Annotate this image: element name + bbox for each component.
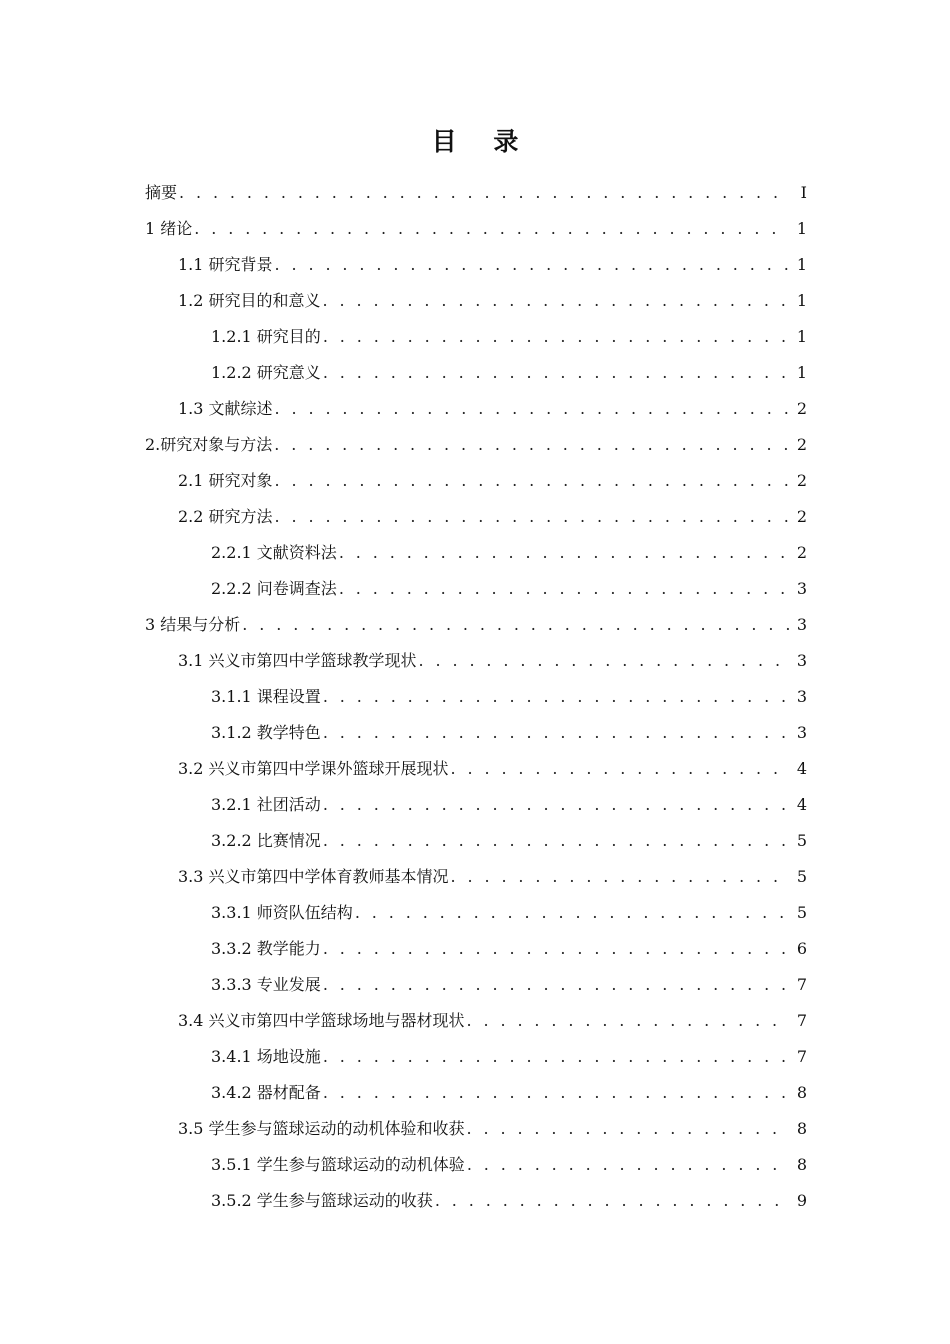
toc-entry-page-number: 5 <box>796 831 807 850</box>
toc-entry-page-number: 6 <box>796 939 807 958</box>
toc-entry-page-number: 1 <box>796 327 807 346</box>
toc-entry-label: 3.5 学生参与篮球运动的动机体验和收获 <box>178 1119 465 1138</box>
toc-entry[interactable] <box>145 175 807 211</box>
toc-entry[interactable] <box>211 967 807 1003</box>
dot-leader <box>339 543 789 563</box>
toc-entry-label: 1.3 文献综述 <box>178 399 273 418</box>
toc-entry-page-number: 2 <box>796 507 807 526</box>
toc-entry[interactable] <box>211 679 807 715</box>
dot-leader <box>339 579 789 599</box>
toc-entry[interactable] <box>211 1075 807 1111</box>
toc-entry-page-number: 3 <box>796 723 807 742</box>
dot-leader <box>242 615 789 635</box>
toc-entry-label: 3.3.1 师资队伍结构 <box>211 903 353 922</box>
dot-leader <box>467 1155 789 1175</box>
table-of-contents <box>0 175 950 1219</box>
toc-entry-label: 2.2 研究方法 <box>178 507 273 526</box>
toc-entry-page-number: 8 <box>796 1155 807 1174</box>
toc-entry-page-number: 8 <box>796 1083 807 1102</box>
toc-entry-page-number: 3 <box>796 687 807 706</box>
toc-entry-label: 3.1.2 教学特色 <box>211 723 321 742</box>
dot-leader <box>323 363 789 383</box>
dot-leader <box>467 1119 789 1139</box>
toc-entry-label: 1.2 研究目的和意义 <box>178 291 321 310</box>
dot-leader <box>275 507 789 527</box>
toc-entry-label: 摘要 <box>145 183 178 202</box>
toc-entry[interactable] <box>145 607 807 643</box>
dot-leader <box>323 723 789 743</box>
toc-entry-page-number: 1 <box>796 363 807 382</box>
toc-entry-label: 1.1 研究背景 <box>178 255 273 274</box>
toc-entry[interactable] <box>178 499 807 535</box>
toc-entry-label: 3.5.2 学生参与篮球运动的收获 <box>211 1191 433 1210</box>
toc-entry[interactable] <box>211 823 807 859</box>
dot-leader <box>179 183 789 203</box>
toc-entry[interactable] <box>211 355 807 391</box>
dot-leader <box>451 759 789 779</box>
toc-entry-page-number: 4 <box>796 759 807 778</box>
toc-entry-label: 2.2.2 问卷调查法 <box>211 579 337 598</box>
dot-leader <box>355 903 789 923</box>
toc-entry-page-number: 3 <box>796 651 807 670</box>
toc-entry-page-number: 9 <box>796 1191 807 1210</box>
toc-entry-label: 3.5.1 学生参与篮球运动的动机体验 <box>211 1155 465 1174</box>
toc-entry[interactable] <box>178 283 807 319</box>
dot-leader <box>435 1191 789 1211</box>
toc-entry-page-number: 2 <box>796 435 807 454</box>
toc-entry-label: 2.2.1 文献资料法 <box>211 543 337 562</box>
toc-entry[interactable] <box>211 895 807 931</box>
toc-entry-page-number: 3 <box>796 579 807 598</box>
toc-entry-label: 1.2.2 研究意义 <box>211 363 321 382</box>
toc-entry-page-number: 2 <box>796 543 807 562</box>
toc-entry-page-number: 3 <box>796 615 807 634</box>
dot-leader <box>323 291 789 311</box>
toc-entry[interactable] <box>211 535 807 571</box>
toc-entry-page-number: 7 <box>796 1047 807 1066</box>
toc-entry-page-number: 2 <box>796 399 807 418</box>
toc-entry-label: 3.4.2 器材配备 <box>211 1083 321 1102</box>
toc-entry[interactable] <box>211 319 807 355</box>
toc-entry-label: 1 绪论 <box>145 219 193 238</box>
toc-entry[interactable] <box>211 787 807 823</box>
toc-entry[interactable] <box>178 391 807 427</box>
toc-entry-label: 3.3.3 专业发展 <box>211 975 321 994</box>
toc-entry-page-number: 5 <box>796 903 807 922</box>
toc-entry-page-number: I <box>800 183 807 202</box>
toc-entry-label: 3.3 兴义市第四中学体育教师基本情况 <box>178 867 449 886</box>
toc-entry-page-number: 7 <box>796 1011 807 1030</box>
dot-leader <box>275 255 789 275</box>
dot-leader <box>323 1047 789 1067</box>
toc-entry[interactable] <box>178 859 807 895</box>
toc-entry[interactable] <box>178 643 807 679</box>
dot-leader <box>274 435 789 455</box>
toc-entry-label: 3.4 兴义市第四中学篮球场地与器材现状 <box>178 1011 465 1030</box>
toc-entry-label: 3.1.1 课程设置 <box>211 687 321 706</box>
toc-entry-page-number: 2 <box>796 471 807 490</box>
dot-leader <box>451 867 789 887</box>
toc-entry-label: 2.研究对象与方法 <box>145 435 273 454</box>
toc-entry-label: 3.2.2 比赛情况 <box>211 831 321 850</box>
toc-entry-label: 3 结果与分析 <box>145 615 241 634</box>
toc-entry[interactable] <box>211 1147 807 1183</box>
toc-entry-page-number: 5 <box>796 867 807 886</box>
dot-leader <box>467 1011 789 1031</box>
toc-entry-label: 2.1 研究对象 <box>178 471 273 490</box>
dot-leader <box>419 651 789 671</box>
toc-entry[interactable] <box>145 427 807 463</box>
toc-entry-page-number: 1 <box>796 219 807 238</box>
toc-entry-label: 3.3.2 教学能力 <box>211 939 321 958</box>
toc-entry-label: 3.2 兴义市第四中学课外篮球开展现状 <box>178 759 449 778</box>
toc-entry-page-number: 1 <box>796 291 807 310</box>
dot-leader <box>323 1083 789 1103</box>
dot-leader <box>194 219 789 239</box>
toc-entry-page-number: 8 <box>796 1119 807 1138</box>
dot-leader <box>323 327 789 347</box>
toc-entry[interactable] <box>211 715 807 751</box>
toc-entry[interactable] <box>178 1003 807 1039</box>
toc-entry-label: 1.2.1 研究目的 <box>211 327 321 346</box>
toc-entry-label: 3.4.1 场地设施 <box>211 1047 321 1066</box>
dot-leader <box>323 687 789 707</box>
toc-entry-page-number: 4 <box>796 795 807 814</box>
toc-entry[interactable] <box>178 463 807 499</box>
toc-entry-label: 3.2.1 社团活动 <box>211 795 321 814</box>
toc-entry[interactable] <box>178 247 807 283</box>
toc-entry[interactable] <box>211 1183 807 1219</box>
dot-leader <box>275 471 789 491</box>
toc-entry[interactable] <box>211 571 807 607</box>
dot-leader <box>323 831 789 851</box>
dot-leader <box>323 795 789 815</box>
toc-entry-page-number: 1 <box>796 255 807 274</box>
page-title: 目 录 <box>431 127 533 156</box>
dot-leader <box>323 975 789 995</box>
dot-leader <box>323 939 789 959</box>
toc-entry[interactable] <box>211 1039 807 1075</box>
toc-entry-label: 3.1 兴义市第四中学篮球教学现状 <box>178 651 417 670</box>
toc-entry[interactable] <box>178 1111 807 1147</box>
toc-entry[interactable] <box>178 751 807 787</box>
toc-entry[interactable] <box>145 211 807 247</box>
toc-entry[interactable] <box>211 931 807 967</box>
toc-entry-page-number: 7 <box>796 975 807 994</box>
dot-leader <box>275 399 789 419</box>
